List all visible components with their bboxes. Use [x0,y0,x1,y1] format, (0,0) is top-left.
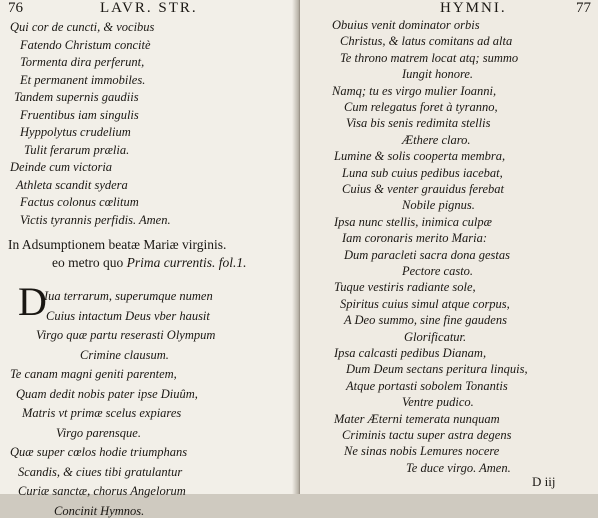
verse-line: Ipsa calcasti pedibus Dianam, [334,346,487,360]
subheading-italic: Prima currentis. fol.1. [126,255,247,270]
verse-line: Tuque vestiris radiante sole, [334,280,476,295]
verse-line: Et permanent immobiles. [20,72,146,87]
verse-line: Tormenta dira perferunt, [20,55,145,69]
verse-line: Christus, & latus comitans ad alta [340,34,513,49]
verse-line: Deinde cum victoria [10,160,113,174]
verse-line: Lumine & solis cooperta membra, [334,149,506,164]
verse-line: Quam dedit nobis pater ipse Diuûm, [16,386,198,401]
verse-line: Concinit Hymnos. [54,503,145,518]
verse-line: Fatendo Christum concitè [20,37,151,52]
verse-line: Mater Æterni temerata nunquam [334,411,500,426]
verse-line: Te duce virgo. Amen. [406,460,511,475]
verse-line: Ipsa nunc stellis, inimica culpæ [334,214,492,229]
verse-line: Obuius venit dominator orbis [332,18,480,32]
signature-mark: D iij [532,474,556,489]
verse-line: Cum relegatus foret à tyranno, [344,100,498,114]
verse-line: Criminis tactu super astra degens [342,428,512,442]
verse-line: Glorificatur. [404,329,467,344]
verse-line: Visa bis senis redimita stellis [346,116,491,131]
verse-line: Cuius & venter grauidus ferebat [342,182,505,196]
page-number: 76 [8,0,23,16]
verse-line: A Deo summo, sine fine gaudens [344,313,507,328]
verse-line: Æthere claro. [402,132,471,147]
verse-line: Matris vt primæ scelus expiares [22,406,182,420]
verse-line: Factus colonus cœlitum [20,195,139,209]
verse-line: Ventre pudico. [402,395,474,410]
verse-line: Curiæ sanctæ, chorus Angelorum [18,484,186,498]
verse-line: Iungit honore. [402,67,474,82]
right-page [300,0,598,494]
verse-line: Pectore casto. [402,264,474,278]
verse-line: Iua terrarum, superumque numen [44,289,213,303]
verse-line: Virgo quæ partu reserasti Olympum [36,328,216,342]
running-head: LAVR. STR. [100,0,198,16]
verse-line: Quæ super cœlos hodie triumphans [10,445,188,459]
verse-line: Dum paracleti sacra dona gestas [344,247,510,262]
verse-line: Te throno matrem locat atq; summo [340,50,519,65]
verse-line: Nobile pignus. [402,198,475,213]
verse-line: Iam coronaris merito Maria: [342,231,488,246]
verse-line: Virgo parensque. [56,425,141,440]
verse-line: Te canam magni geniti parentem, [10,367,177,381]
verse-line: Fruentibus iam singulis [20,107,139,122]
section-heading: In Adsumptionem beatæ Mariæ virginis. [8,237,227,252]
verse-line: Qui cor de cuncti, & vocibus [10,20,155,34]
verse-line: Atque portasti sobolem Tonantis [346,378,508,393]
verse-line: Luna sub cuius pedibus iacebat, [342,165,503,180]
running-head-right: HYMNI. [440,0,507,16]
verse-line: Namq; tu es virgo mulier Ioanni, [332,83,497,98]
verse-line: Athleta scandit sydera [16,177,128,192]
verse-line: Ne sinas nobis Lemures nocere [344,444,500,459]
section-subheading [52,256,246,270]
verse-line: Tandem supernis gaudiis [14,90,139,104]
verse-line: Cuius intactum Deus vber hausit [46,308,210,323]
verse-line: Dum Deum sectans peritura linquis, [346,362,528,377]
verse-line: Tulit ferarum prælia. [24,142,130,157]
subheading-roman: eo metro quo [52,255,124,270]
verse-line: Victis tyrannis perfidis. Amen. [20,212,171,227]
verse-line: Spiritus cuius simul atque corpus, [340,296,510,311]
drop-cap: D [18,279,47,324]
left-page [0,0,298,518]
verse-line: Hyppolytus crudelium [20,125,131,139]
verse-line: Crimine clausum. [80,347,169,362]
page-number-right: 77 [576,0,591,16]
verse-line: Scandis, & ciues tibi gratulantur [18,464,183,479]
